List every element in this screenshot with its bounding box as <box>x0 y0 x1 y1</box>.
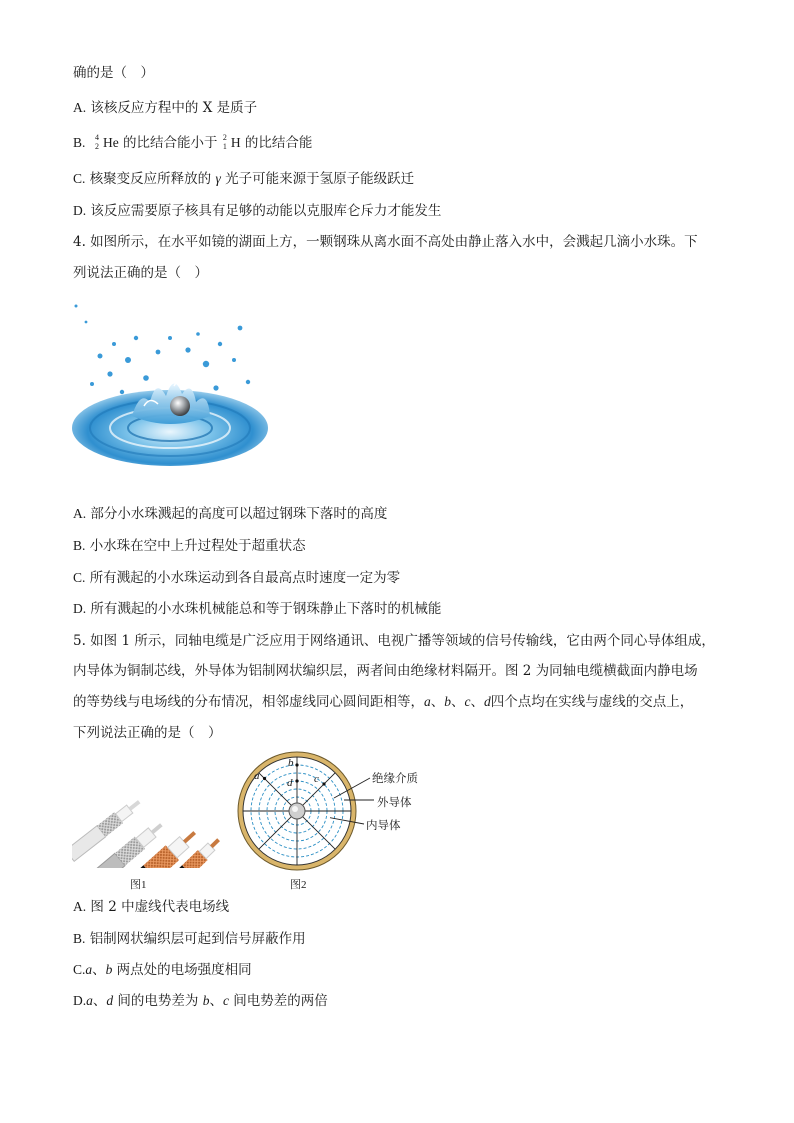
option-letter: A. <box>73 506 87 521</box>
figure-1-caption: 图1 <box>130 879 147 891</box>
figure2-point-a: a <box>254 770 260 782</box>
option-letter: D. <box>73 203 87 218</box>
point-b-label: b <box>444 694 451 709</box>
option-text: 该反应需要原子核具有足够的动能以克服库仑斥力才能发生 <box>90 203 442 219</box>
option-text: 部分小水珠溅起的高度可以超过钢珠下落时的高度 <box>90 506 388 522</box>
option-letter: C. <box>73 171 86 186</box>
q5-option-a <box>73 898 229 916</box>
label-inner-conductor: 内导体 <box>366 818 401 832</box>
figure2-point-c: c <box>314 773 319 785</box>
option-text: 两点处的电场强度相同 <box>112 962 252 978</box>
option-text: 小水珠在空中上升过程处于超重状态 <box>89 538 306 554</box>
option-letter: A. <box>73 899 87 914</box>
q3-option-c <box>73 170 414 188</box>
q3-option-b <box>73 134 312 152</box>
q5-stem-line-2: 内导体为铜制芯线，外导体为铝制网状编织层，两者间由绝缘材料隔开。图 2 为同轴电缆横截面内静电场 <box>73 663 698 679</box>
option-text: 图 2 中虚线代表电场线 <box>90 899 230 915</box>
point-b-ref: b <box>105 962 113 977</box>
element-symbol-he: He <box>102 135 119 150</box>
q4-stem-line-2: 列说法正确的是（ ） <box>73 265 208 281</box>
q5-option-c: C.a、b 两点处的电场强度相同 <box>73 962 252 978</box>
coaxial-cable-photo <box>72 752 228 868</box>
option-text-pre: 核聚变反应所释放的 <box>89 171 216 187</box>
point-d-label: d <box>484 694 491 709</box>
option-letter: D. <box>73 601 87 616</box>
point-a-label: a <box>424 694 431 709</box>
option-letter: B. <box>73 931 86 946</box>
q5-stem-line-3: 的等势线与电场线的分布情况，相邻虚线同心圆间距相等，a、b、c、d四个点均在实线与虚线的交点上， <box>73 694 694 710</box>
q4-stem-line-1: 4. 如图所示，在水平如镜的湖面上方，一颗钢珠从离水面不高处由静止落入水中，会溅起几滴小水珠。下 <box>73 234 698 250</box>
point-c-ref: c <box>222 993 229 1008</box>
isotope-he-notation: 4 2 <box>94 133 99 151</box>
option-letter: D. <box>73 993 87 1008</box>
option-text: 铝制网状编织层可起到信号屏蔽作用 <box>89 931 306 947</box>
water-splash-image <box>70 298 270 480</box>
q5-stem-line-4: 下列说法正确的是（ ） <box>73 725 222 741</box>
option-letter: B. <box>73 538 86 553</box>
q3-option-d <box>73 202 441 220</box>
figure-2-caption: 图2 <box>290 879 307 891</box>
q4-option-a <box>73 505 387 523</box>
q4-option-b <box>73 537 306 555</box>
q5-stem-line-1: 5. 如图 1 所示，同轴电缆是广泛应用于网络通讯、电视广播等领域的信号传输线，它由两个同心导体组成， <box>73 633 715 649</box>
option-letter: B. <box>73 135 86 150</box>
option-text: 所有溅起的小水珠机械能总和等于钢珠静止下落时的机械能 <box>90 601 442 617</box>
label-outer-conductor: 外导体 <box>377 795 412 809</box>
q4-option-d <box>73 600 441 618</box>
option-text: 间电势差的两倍 <box>228 993 328 1009</box>
point-a-ref: a <box>86 993 93 1008</box>
q5-option-d: D.a、d 间的电势差为 b、c 间电势差的两倍 <box>73 993 328 1009</box>
option-letter: C. <box>73 962 86 977</box>
element-symbol-h: H <box>230 135 241 150</box>
gamma-symbol: γ <box>215 171 221 186</box>
q3-stem-tail: 确的是（ ） <box>73 65 154 81</box>
isotope-h-notation: 2 1 <box>222 133 227 151</box>
option-letter: A. <box>73 100 87 115</box>
figure2-point-b: b <box>288 757 294 769</box>
point-c-label: c <box>464 694 471 709</box>
option-text: 该核反应方程中的 X 是质子 <box>90 100 258 116</box>
point-d-ref: d <box>106 993 114 1008</box>
point-a-ref: a <box>85 962 93 977</box>
q3-option-a <box>73 99 257 117</box>
option-letter: C. <box>73 570 86 585</box>
option-text: 所有溅起的小水珠运动到各自最高点时速度一定为零 <box>89 570 401 586</box>
point-b-ref: b <box>202 993 210 1008</box>
option-text-post: 光子可能来源于氢原子能级跃迁 <box>220 171 415 187</box>
q5-option-b <box>73 930 306 948</box>
figure2-point-d: d <box>287 777 293 789</box>
option-text-tail: 的比结合能 <box>240 135 313 151</box>
option-text-mid: 的比结合能小于 <box>118 135 222 151</box>
label-insulator: 绝缘介质 <box>372 771 418 785</box>
q4-option-c <box>73 569 400 587</box>
